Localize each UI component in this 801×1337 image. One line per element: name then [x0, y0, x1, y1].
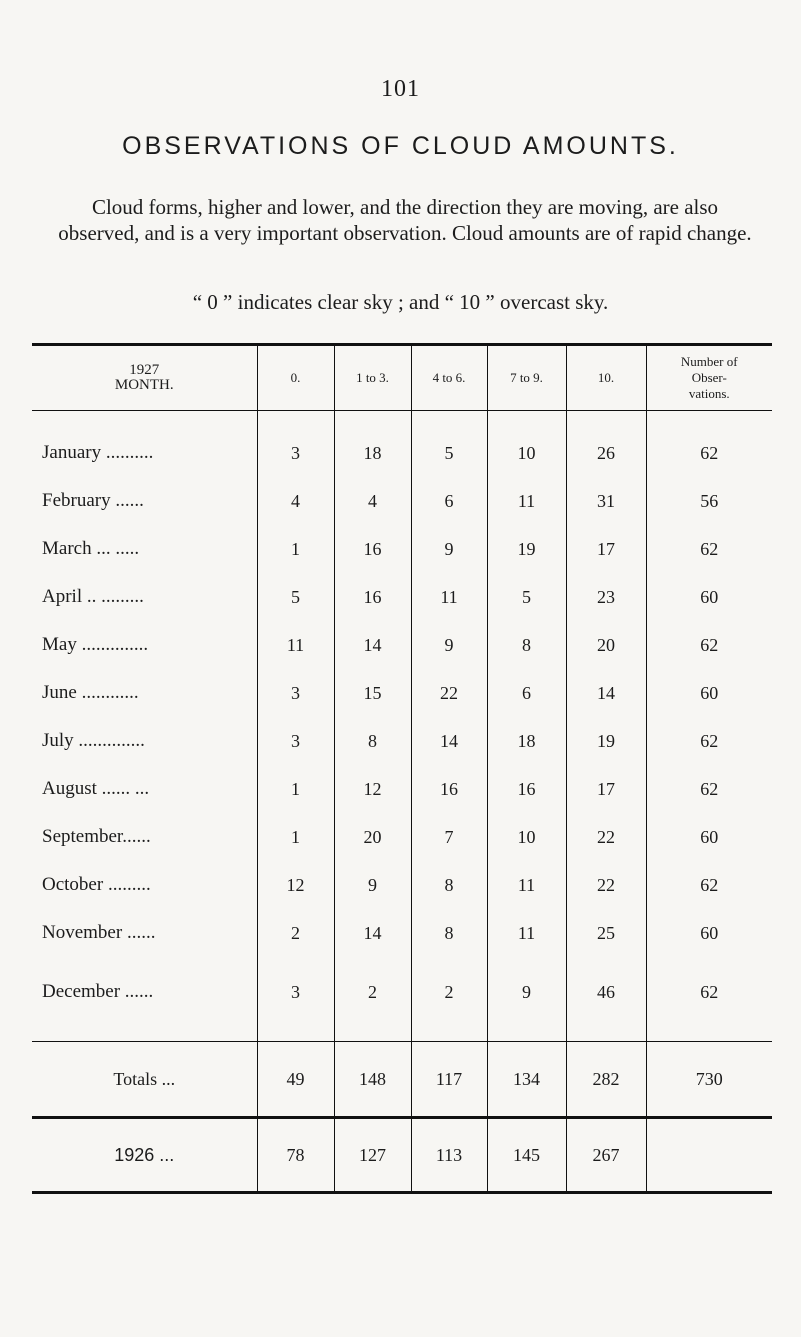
- value-cell: 3: [257, 669, 334, 717]
- value-cell: 11: [487, 861, 566, 909]
- value-cell: 18: [334, 411, 411, 478]
- header-month-label: MONTH.: [114, 377, 174, 393]
- value-cell: 9: [411, 621, 487, 669]
- value-cell: 23: [566, 573, 646, 621]
- value-cell: 4: [257, 477, 334, 525]
- table-row: [32, 861, 772, 909]
- table-row: [32, 477, 772, 525]
- table-row: [32, 573, 772, 621]
- observations-cell: 60: [646, 669, 772, 717]
- value-cell: 22: [566, 813, 646, 861]
- table-row: [32, 525, 772, 573]
- table-body: [32, 411, 772, 1193]
- header-obs-line2: Obser-: [691, 370, 727, 385]
- total-observations-cell: 730: [646, 1042, 772, 1118]
- table-row: [32, 813, 772, 861]
- table-row: [32, 669, 772, 717]
- observations-cell: 62: [646, 411, 772, 478]
- observations-cell: 60: [646, 909, 772, 957]
- intro-paragraph: Cloud forms, higher and lower, and the direction they are moving, are also observed, and is a very important observation. Cloud amounts are of rapid change.: [58, 195, 752, 245]
- total-cell: 117: [411, 1042, 487, 1118]
- value-cell: 25: [566, 909, 646, 957]
- value-cell: 16: [411, 765, 487, 813]
- cloud-amounts-table: [32, 343, 772, 1194]
- value-cell: 2: [257, 909, 334, 957]
- table-row: [32, 765, 772, 813]
- value-cell: 11: [411, 573, 487, 621]
- prev-year-row: [32, 1118, 772, 1193]
- header-7-to-9: 7 to 9.: [487, 345, 566, 411]
- value-cell: 26: [566, 411, 646, 478]
- observations-cell: 62: [646, 621, 772, 669]
- table-row: [32, 411, 772, 478]
- value-cell: 1: [257, 525, 334, 573]
- value-cell: 12: [257, 861, 334, 909]
- table-row: [32, 621, 772, 669]
- value-cell: 31: [566, 477, 646, 525]
- value-cell: 7: [411, 813, 487, 861]
- scale-note: “ 0 ” indicates clear sky ; and “ 10 ” overcast sky.: [192, 290, 609, 314]
- value-cell: 9: [487, 957, 566, 1042]
- value-cell: 6: [411, 477, 487, 525]
- value-cell: 9: [411, 525, 487, 573]
- value-cell: 14: [334, 909, 411, 957]
- month-cell: April .. .........: [42, 586, 144, 607]
- value-cell: 10: [487, 411, 566, 478]
- header-obs-line1: Number of: [680, 354, 738, 369]
- prev-year-cell: 78: [257, 1118, 334, 1193]
- value-cell: 2: [411, 957, 487, 1042]
- value-cell: 17: [566, 525, 646, 573]
- value-cell: 8: [334, 717, 411, 765]
- value-cell: 22: [566, 861, 646, 909]
- value-cell: 6: [487, 669, 566, 717]
- value-cell: 16: [487, 765, 566, 813]
- prev-year-cell: 113: [411, 1118, 487, 1193]
- prev-year-label: 1926 ...: [32, 1118, 257, 1193]
- month-cell: October .........: [42, 874, 151, 895]
- value-cell: 5: [487, 573, 566, 621]
- table-row: [32, 909, 772, 957]
- value-cell: 14: [411, 717, 487, 765]
- observations-cell: 62: [646, 525, 772, 573]
- value-cell: 8: [411, 861, 487, 909]
- page-number: 101: [381, 76, 420, 102]
- total-cell: 49: [257, 1042, 334, 1118]
- header-1-to-3: 1 to 3.: [334, 345, 411, 411]
- observations-cell: 56: [646, 477, 772, 525]
- value-cell: 11: [487, 909, 566, 957]
- month-cell: March ... .....: [42, 538, 140, 559]
- header-obs-line3: vations.: [688, 386, 730, 401]
- total-cell: 282: [566, 1042, 646, 1118]
- header-4-to-6: 4 to 6.: [411, 345, 487, 411]
- value-cell: 12: [334, 765, 411, 813]
- month-cell: September......: [42, 826, 151, 847]
- prev-year-cell: 145: [487, 1118, 566, 1193]
- observations-cell: 60: [646, 573, 772, 621]
- header-month: [32, 345, 257, 411]
- month-cell: February ......: [42, 490, 144, 511]
- value-cell: 5: [257, 573, 334, 621]
- month-cell: January ..........: [42, 442, 154, 463]
- month-cell: May ..............: [42, 634, 149, 655]
- value-cell: 22: [411, 669, 487, 717]
- prev-year-observations-cell: [646, 1118, 772, 1193]
- value-cell: 19: [487, 525, 566, 573]
- value-cell: 2: [334, 957, 411, 1042]
- page-title: OBSERVATIONS OF CLOUD AMOUNTS.: [122, 132, 679, 160]
- value-cell: 8: [411, 909, 487, 957]
- month-cell: August ...... ...: [42, 778, 150, 799]
- header-10: 10.: [566, 345, 646, 411]
- observations-cell: 62: [646, 717, 772, 765]
- total-cell: 148: [334, 1042, 411, 1118]
- observations-cell: 62: [646, 861, 772, 909]
- value-cell: 11: [257, 621, 334, 669]
- header-observations: [646, 345, 772, 411]
- value-cell: 11: [487, 477, 566, 525]
- prev-year-cell: 127: [334, 1118, 411, 1193]
- header-row: [32, 345, 772, 411]
- table-row: [32, 957, 772, 1042]
- value-cell: 14: [334, 621, 411, 669]
- value-cell: 9: [334, 861, 411, 909]
- value-cell: 10: [487, 813, 566, 861]
- value-cell: 16: [334, 525, 411, 573]
- value-cell: 16: [334, 573, 411, 621]
- prev-year-cell: 267: [566, 1118, 646, 1193]
- observations-cell: 62: [646, 765, 772, 813]
- total-cell: 134: [487, 1042, 566, 1118]
- totals-label: Totals ...: [32, 1042, 257, 1118]
- value-cell: 19: [566, 717, 646, 765]
- header-year: 1927: [129, 362, 160, 378]
- value-cell: 8: [487, 621, 566, 669]
- value-cell: 18: [487, 717, 566, 765]
- value-cell: 3: [257, 411, 334, 478]
- value-cell: 3: [257, 717, 334, 765]
- header-0: 0.: [257, 345, 334, 411]
- totals-row: [32, 1042, 772, 1118]
- month-cell: June ............: [42, 682, 139, 703]
- observations-cell: 60: [646, 813, 772, 861]
- value-cell: 1: [257, 813, 334, 861]
- value-cell: 20: [566, 621, 646, 669]
- value-cell: 1: [257, 765, 334, 813]
- value-cell: 17: [566, 765, 646, 813]
- month-cell: December ......: [42, 981, 154, 1002]
- value-cell: 5: [411, 411, 487, 478]
- value-cell: 3: [257, 957, 334, 1042]
- value-cell: 46: [566, 957, 646, 1042]
- cloud-amounts-table-container: [32, 343, 772, 1194]
- observations-cell: 62: [646, 957, 772, 1042]
- value-cell: 15: [334, 669, 411, 717]
- value-cell: 20: [334, 813, 411, 861]
- month-cell: November ......: [42, 922, 156, 943]
- table-row: [32, 717, 772, 765]
- value-cell: 4: [334, 477, 411, 525]
- month-cell: July ..............: [42, 730, 145, 751]
- value-cell: 14: [566, 669, 646, 717]
